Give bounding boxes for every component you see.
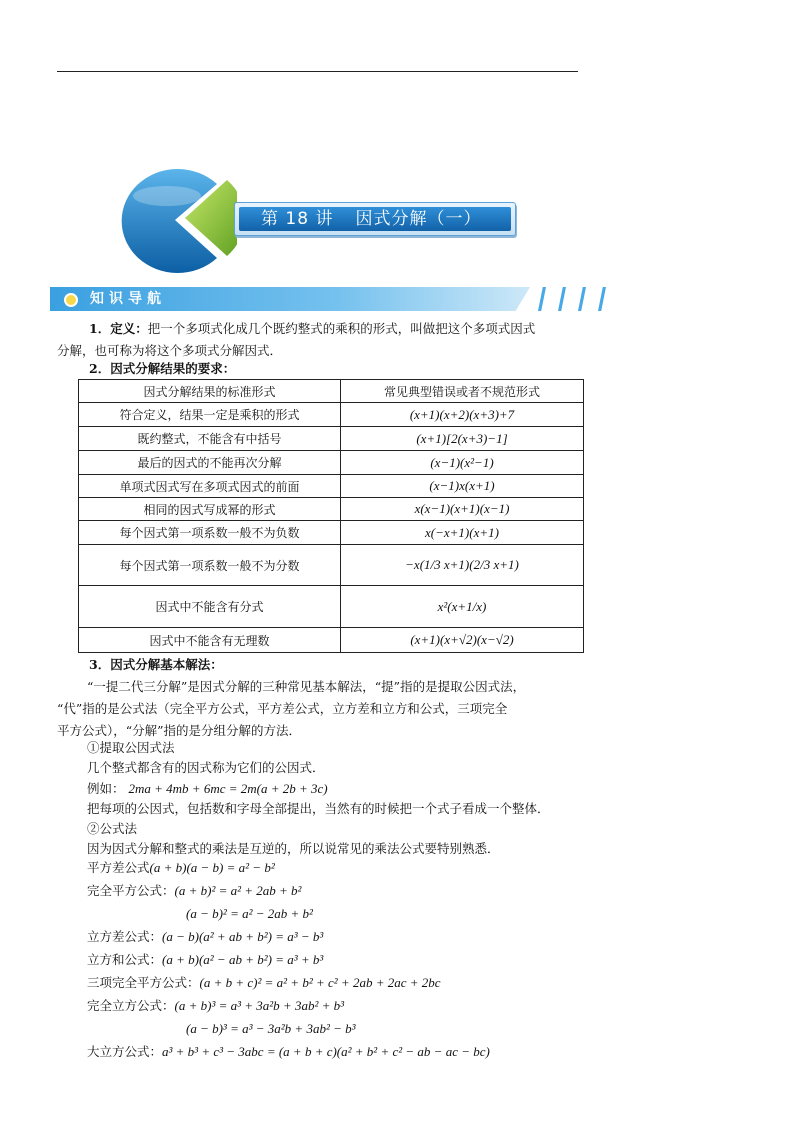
formula-label: 完全立方公式： bbox=[87, 998, 175, 1013]
bullet-icon bbox=[64, 293, 78, 307]
method1-title: ①提取公因式法 bbox=[87, 740, 175, 755]
table-row bbox=[79, 628, 584, 653]
item-label: 定义： bbox=[110, 321, 148, 336]
intro-line-2: “代”指的是公式法（完全平方公式，平方差公式，立方差和立方和公式，三项完全 bbox=[57, 701, 508, 716]
table-cell: 因式中不能含有分式 bbox=[79, 586, 341, 628]
table-cell: x(−x+1)(x+1) bbox=[341, 521, 584, 545]
slash-deco-icon bbox=[558, 287, 566, 311]
method1-desc: 几个整式都含有的因式称为它们的公因式． bbox=[87, 760, 325, 775]
formula-row bbox=[87, 949, 323, 971]
formula-row bbox=[87, 926, 323, 948]
formula-expr: (a − b)² = a² − 2ab + b² bbox=[186, 906, 313, 921]
formula-expr: (a + b)(a − b) = a² − b² bbox=[149, 860, 275, 875]
table-row bbox=[79, 545, 584, 586]
table-row bbox=[79, 475, 584, 498]
formula-label: 完全平方公式： bbox=[87, 883, 175, 898]
table-cell: (x+1)(x+√2)(x−√2) bbox=[341, 628, 584, 653]
method2-title: ②公式法 bbox=[87, 821, 138, 836]
method1-example bbox=[87, 778, 328, 800]
table-cell: 最后的因式的不能再次分解 bbox=[79, 451, 341, 475]
item-label: 因式分解基本解法： bbox=[110, 657, 223, 672]
table-row bbox=[79, 427, 584, 451]
item-number: 2． bbox=[89, 361, 111, 376]
formula-row bbox=[87, 972, 441, 994]
table-cell: 每个因式第一项系数一般不为分数 bbox=[79, 545, 341, 586]
slash-deco-icon bbox=[578, 287, 586, 311]
requirements-table bbox=[78, 379, 584, 653]
formula-row bbox=[87, 880, 301, 902]
method2-desc: 因为因式分解和整式的乘法是互逆的，所以说常见的乘法公式要特别熟悉． bbox=[87, 841, 500, 856]
formula-label: 大立方公式： bbox=[87, 1044, 163, 1059]
pie-chart-logo bbox=[115, 166, 237, 274]
formula-row bbox=[87, 857, 275, 879]
table-cell: −x(1/3 x+1)(2/3 x+1) bbox=[341, 545, 584, 586]
table-cell: x(x−1)(x+1)(x−1) bbox=[341, 498, 584, 521]
formula-label: 立方差公式： bbox=[87, 929, 163, 944]
definition-line-2: 分解，也可称为将这个多项式分解因式． bbox=[57, 343, 283, 358]
section-title: 知识导航 bbox=[90, 291, 166, 307]
table-cell: (x−1)(x²−1) bbox=[341, 451, 584, 475]
definition-line-1 bbox=[89, 318, 535, 340]
table-cell: x²(x+1/x) bbox=[341, 586, 584, 628]
chapter-number: 第 18 讲 bbox=[261, 209, 334, 229]
table-row bbox=[79, 498, 584, 521]
formula-expr: (a + b)² = a² + 2ab + b² bbox=[174, 883, 302, 898]
formula-expr: (a − b)³ = a³ − 3a²b + 3ab² − b³ bbox=[186, 1021, 356, 1036]
table-row bbox=[79, 451, 584, 475]
formula-expr: (a + b)³ = a³ + 3a²b + 3ab² + b³ bbox=[174, 998, 345, 1013]
method1-note: 把每项的公因式，包括数和字母全部提出，当然有的时候把一个式子看成一个整体． bbox=[87, 801, 550, 816]
definition-text: 把一个多项式化成几个既约整式的乘积的形式，叫做把这个多项式因式 bbox=[147, 321, 536, 336]
table-cell: (x+1)(x+2)(x+3)+7 bbox=[341, 403, 584, 427]
formula-row bbox=[186, 903, 313, 925]
slash-deco-icon bbox=[598, 287, 606, 311]
formula-row bbox=[186, 1018, 356, 1040]
table-cell: 单项式因式写在多项式因式的前面 bbox=[79, 475, 341, 498]
formula-label: 平方差公式 bbox=[87, 860, 150, 875]
item-number: 1． bbox=[89, 321, 111, 336]
table-cell: 每个因式第一项系数一般不为负数 bbox=[79, 521, 341, 545]
table-header: 因式分解结果的标准形式 bbox=[79, 380, 341, 403]
table-header: 常见典型错误或者不规范形式 bbox=[341, 380, 584, 403]
intro-line-3: 平方公式），“分解”指的是分组分解的方法． bbox=[57, 723, 302, 738]
example-formula: 2ma + 4mb + 6mc = 2m(a + 2b + 3c) bbox=[128, 781, 328, 796]
header-rule bbox=[57, 71, 578, 72]
table-cell: 相同的因式写成幂的形式 bbox=[79, 498, 341, 521]
chapter-title: 因式分解（一） bbox=[355, 209, 482, 229]
table-cell: 符合定义，结果一定是乘积的形式 bbox=[79, 403, 341, 427]
formula-label: 立方和公式： bbox=[87, 952, 163, 967]
item-label: 因式分解结果的要求： bbox=[110, 361, 236, 376]
table-cell: 因式中不能含有无理数 bbox=[79, 628, 341, 653]
table-row bbox=[79, 403, 584, 427]
slash-deco-icon bbox=[538, 287, 546, 311]
formula-expr: (a + b + c)² = a² + b² + c² + 2ab + 2ac + 2bc bbox=[199, 975, 441, 990]
formula-expr: (a − b)(a² + ab + b²) = a³ − b³ bbox=[162, 929, 324, 944]
chapter-title-bar bbox=[234, 202, 516, 236]
intro-line-1: “一提二代三分解”是因式分解的三种常见基本解法，“提”指的是提取公因式法， bbox=[87, 679, 526, 694]
table-header-row bbox=[79, 380, 584, 403]
requirements-heading bbox=[89, 358, 235, 380]
formula-row bbox=[87, 1041, 490, 1063]
methods-heading bbox=[89, 654, 223, 676]
table-cell: (x+1)[2(x+3)−1] bbox=[341, 427, 584, 451]
table-row bbox=[79, 521, 584, 545]
formula-expr: a³ + b³ + c³ − 3abc = (a + b + c)(a² + b² + c² − ab − ac − bc) bbox=[162, 1044, 490, 1059]
table-cell: 既约整式，不能含有中括号 bbox=[79, 427, 341, 451]
formula-label: 三项完全平方公式： bbox=[87, 975, 200, 990]
item-number: 3． bbox=[89, 657, 111, 672]
section-banner bbox=[50, 287, 590, 311]
formula-expr: (a + b)(a² − ab + b²) = a³ + b³ bbox=[162, 952, 324, 967]
formula-row bbox=[87, 995, 344, 1017]
table-cell: (x−1)x(x+1) bbox=[341, 475, 584, 498]
table-row bbox=[79, 586, 584, 628]
example-label: 例如： bbox=[87, 781, 125, 796]
